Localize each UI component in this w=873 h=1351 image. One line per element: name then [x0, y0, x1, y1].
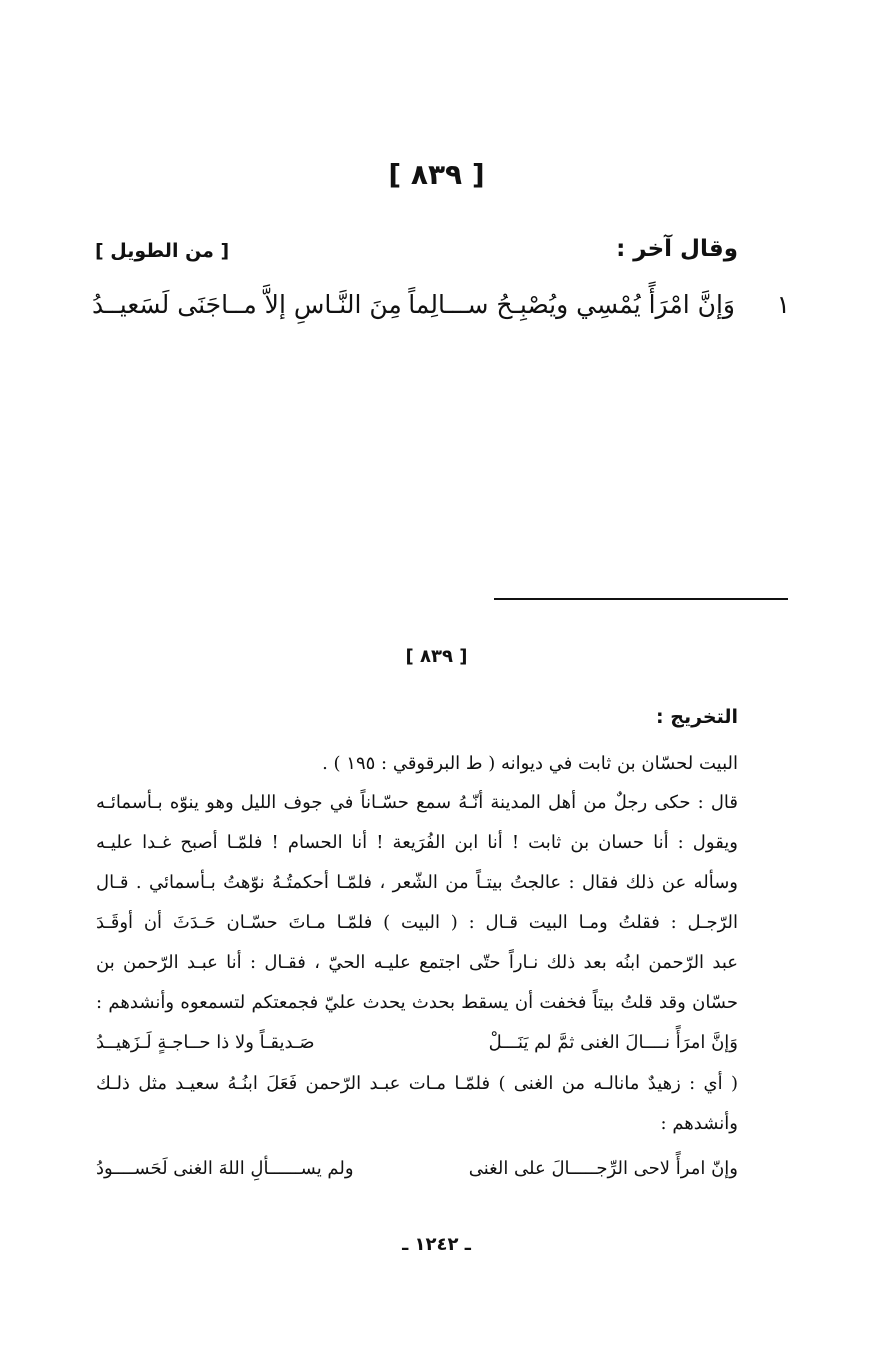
page-number: ـ ١٢٤٢ ـ	[402, 1234, 471, 1255]
footnote-divider	[494, 598, 788, 600]
footnote-verse	[96, 1032, 738, 1060]
verse-number: ١	[776, 290, 790, 319]
footnote-verse	[96, 1158, 738, 1186]
footnote-line: ويقول : أنا حسان بن ثابت ! أنا ابن الفُرَيعة ! أنا الحسام ! فلمّـا أصبح غـدا عليـه	[96, 832, 738, 853]
poem-number: [ ٨٣٩ ]	[388, 158, 485, 191]
footnote-line: وأنشدهم :	[660, 1113, 738, 1134]
footnote-number: [ ٨٣٩ ]	[405, 646, 468, 667]
footnote-verse-hemistich-second: ولم يســــــألِ اللهَ الغنى لَحَســــودُ	[96, 1158, 354, 1179]
footnote-line: وسأله عن ذلك فقال : عالجتُ بيتـاً من الشّعر ، فلمّـا أحكمتُـهُ نوّهتُ بـأسمائي . قـال	[96, 872, 738, 893]
meter-label: [ من الطويل ]	[95, 240, 230, 262]
verse-hemistich-second: مِنَ النَّـاسِ إلاَّ مــاجَنَى لَسَعيــدُ	[92, 290, 402, 319]
verse-hemistich-first: وَإنَّ امْرَأً يُمْسِي ويُصْبِـحُ ســـالِماً	[408, 290, 735, 319]
footnote-verse-hemistich-first: وَإنَّ امرَأً نــــالَ الغنى ثمَّ لم يَنَـــلْ	[488, 1032, 738, 1053]
verse-line	[80, 290, 790, 330]
takhrij-title: التخريج :	[656, 706, 738, 728]
footnote-line: حسّان وقد قلتُ بيتاً فخفت أن يسقط بحدث يحدث عليّ فجمعتكم لتسمعوه وأنشدهم :	[96, 992, 738, 1013]
footnote-line: ( أي : زهيدٌ مانالـه من الغنى ) فلمّـا مـات عبـد الرّحمن فَعَلَ ابنُـهُ سعيـد مثل ذلـك	[96, 1073, 738, 1094]
footnote-verse-hemistich-first: وإنّ امرأً لاحى الرِّجـــــالَ على الغنى	[468, 1158, 738, 1179]
footnote-line: البيت لحسّان بن ثابت في ديوانه ( ط البرقوقي : ١٩٥ ) .	[322, 753, 738, 774]
footnote-verse-hemistich-second: صَـديقـاً ولا ذا حــاجـةٍ لَـزَهيــدُ	[96, 1032, 315, 1053]
footnote-line: قال : حكى رجلٌ من أهل المدينة أنّـهُ سمع حسّـاناً في جوف الليل وهو ينوّه بـأسمائـه	[96, 792, 738, 813]
footnote-line: الرّجـل : فقلتُ ومـا البيت قـال : ( البيت ) فلمّـا مـاتَ حسّـان حَـدَثَ أن أوقَـدَ	[96, 912, 738, 933]
footnote-line: عبد الرّحمن ابنُه بعد ذلك نـاراً حتّى اجتمع عليـه الحيّ ، فقـال : أنا عبـد الرّحمن بن	[96, 952, 738, 973]
poem-intro: وقال آخر :	[616, 236, 738, 262]
